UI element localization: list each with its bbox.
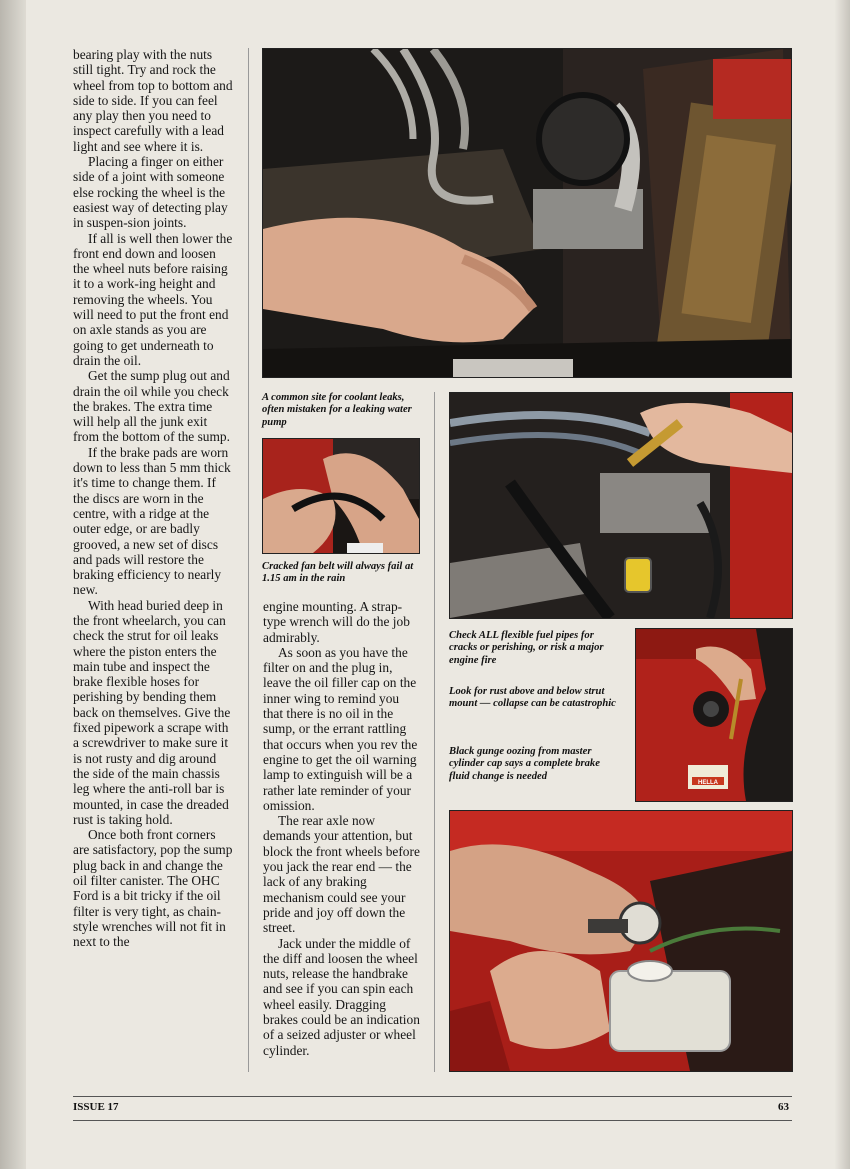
footer-rule [73,1096,792,1097]
strut-mount-illustration [636,629,792,801]
fan-belt-illustration [263,439,419,553]
paragraph: engine mounting. A strap-type wrench will do the job admirably. [263,599,410,645]
paragraph: Jack under the middle of the diff and loosen the wheel nuts, release the handbrake and see if you can spin each wheel easily. Dragging brakes could be an indication of a seized adjuster or wheel cylinder. [263,935,420,1058]
master-cylinder-illustration [450,811,792,1071]
paragraph: If the brake pads are worn down to less than 5 mm thick it's time to change them. If the discs are worn in the centre, with a ridge at the outer edge, or are badly grooved, a new set of discs and pads will restore the braking efficiency to nearly new. [73,444,231,598]
photo-coolant-leak [262,48,792,378]
paragraph: Placing a finger on either side of a joint with someone else rocking the wheel is the easiest way of detecting play in suspen-sion joints. [73,154,228,231]
paragraph: As soon as you have the filter on and the plug in, leave the oil filler cap on the inner wing to remind you that there is no oil in the sump, or the errant rattling that occurs when you rev the engine to get the oil warning lamp to extinguish will be a rather late reminder of your omission. [263,644,418,813]
caption-fuel-pipes: Check ALL flexible fuel pipes for cracks or perishing, or risk a major engine fire [449,630,604,666]
paragraph: Once both front corners are satisfactory, pop the sump plug back in and change the oil filter canister. The OHC Ford is a bit tricky if the oil filter is very tight, as chain-style wrenches will not fit in next to the [73,827,233,950]
page-spine-shadow [0,0,28,1169]
article-column-1 [73,47,233,950]
footer-rule-lower [73,1120,792,1121]
paragraph: If all is well then lower the front end down and loosen the wheel nuts before raising it to a work-ing height and removing the wheels. You will need to put the front end on axle stands as you are going to get underneath to drain the oil. [73,230,233,368]
photo-master-cylinder [449,810,793,1072]
fuel-pipes-illustration [450,393,792,618]
caption-coolant-leak: A common site for coolant leaks, often mistaken for a leaking water pump [262,392,412,428]
paragraph: bearing play with the nuts still tight. Try and rock the wheel from top to bottom and side to side. If you can feel any play then you need to inspect carefully with a lead light and see where it is. [73,47,233,154]
photo-fan-belt [262,438,420,554]
column-divider [434,392,435,1072]
paragraph: The rear axle now demands your attention, but block the front wheels before you jack the rear end — the lack of any braking mechanism could see your pride and joy off down the street. [263,813,420,936]
page-edge-shadow [834,0,850,1169]
article-column-2 [263,599,421,1058]
caption-brake-fluid: Black gunge oozing from master cylinder cap says a complete brake fluid change is needed [449,746,600,782]
caption-strut-rust: Look for rust above and below strut mount — collapse can be catastrophic [449,686,616,710]
caption-fan-belt: Cracked fan belt will always fail at 1.15 am in the rain [262,561,414,585]
column-divider [248,48,249,1072]
paragraph: Get the sump plug out and drain the oil while you check the brakes. The extra time will help all the junk exit from the bottom of the sump. [73,368,230,445]
page-number: 63 [778,1101,789,1113]
paragraph: With head buried deep in the front wheelarch, you can check the strut for oil leaks where the piston enters the main tube and inspect the brake flexible hoses for perishing by bending them back on themselves. Give the fixed pipework a scrape with a screwdriver to make sure it is not rusty and dig around the side of the main chassis leg where the anti-roll bar is mounted, in case the dreaded rust is taking hold. [73,597,231,827]
sticker-label: HELLA [698,780,718,786]
issue-number: ISSUE 17 [73,1101,119,1113]
engine-bay-illustration [263,49,791,377]
photo-strut-mount [635,628,793,802]
photo-fuel-pipes [449,392,793,619]
